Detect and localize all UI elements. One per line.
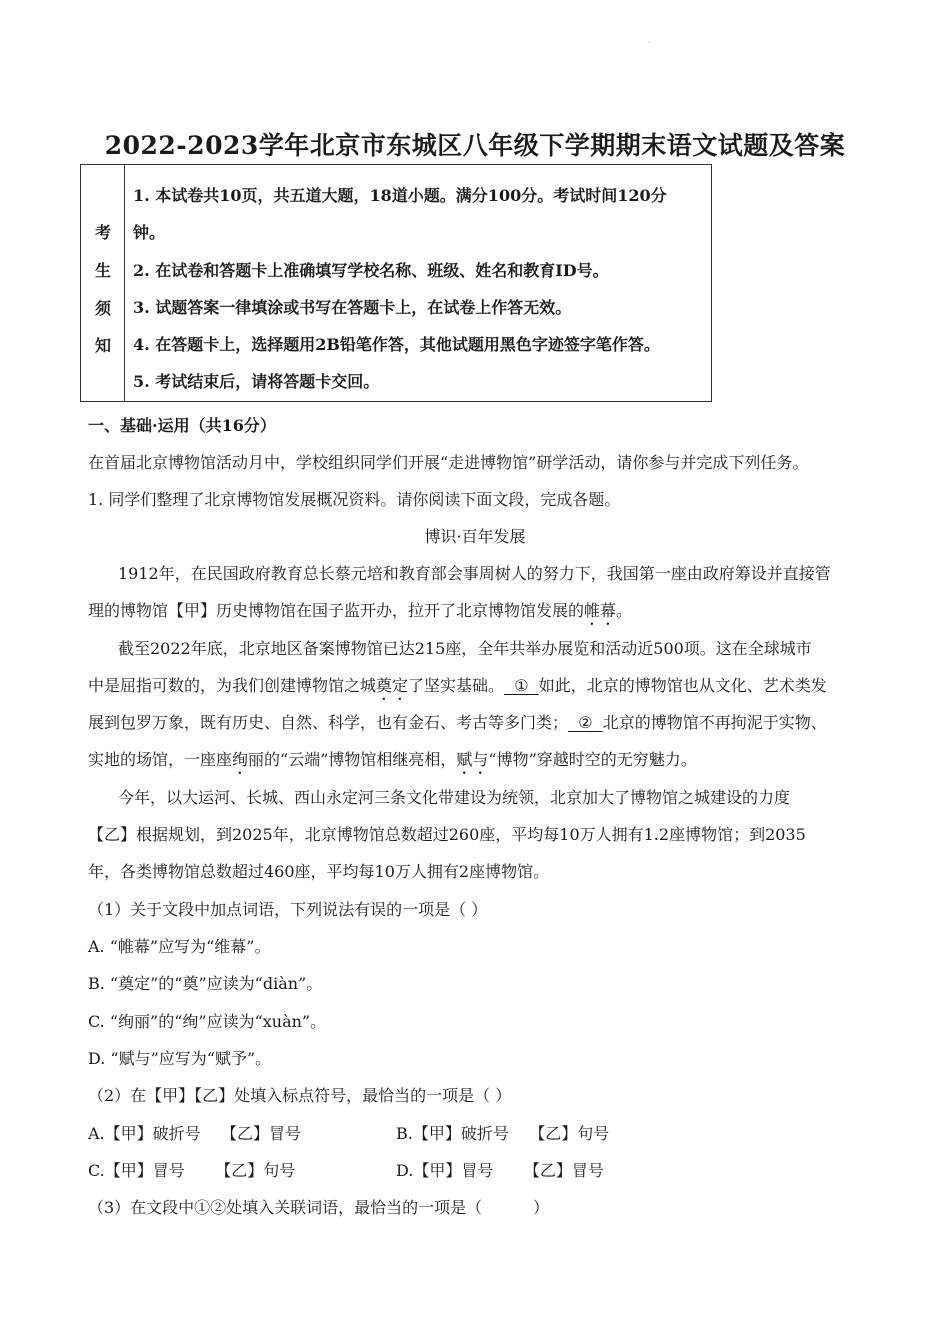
option-b: B.【甲】破折号 【乙】句号 — [396, 1124, 610, 1143]
text-run: 理的博物馆【甲】历史博物馆在国子监开办，拉开了北京博物馆发展的 — [88, 601, 585, 620]
notice-line: 3. 试题答案一律填涂或书写在答题卡上，在试卷上作答无效。 — [133, 298, 572, 317]
text-run: 丽的“云端”博物馆相继亮相， — [248, 750, 457, 769]
passage-line — [88, 598, 632, 629]
option-a: A.【甲】破折号 【乙】冒号 — [88, 1124, 301, 1143]
option-d: D.【甲】冒号 【乙】冒号 — [396, 1161, 604, 1180]
exam-notice-box — [80, 164, 712, 402]
sub-question-stem: （2）在【甲】【乙】处填入标点符号，最恰当的一项是（ ） — [88, 1086, 512, 1105]
text-run: 中是屈指可数的，为我们创建博物馆之城 — [88, 676, 377, 695]
text-run: 北京的博物馆不再拘泥于实物、 — [602, 713, 827, 732]
blank-2: ② — [568, 713, 603, 732]
notice-label-char: 知 — [94, 336, 111, 355]
question-stem: 1. 同学们整理了北京博物馆发展概况资料。请你阅读下面文段，完成各题。 — [88, 490, 621, 509]
passage-line: 年，各类博物馆总数超过460座，平均每10万人拥有2座博物馆。 — [88, 862, 550, 881]
passage-line — [88, 710, 827, 733]
passage-line — [88, 673, 827, 704]
blank-1: ① — [504, 676, 539, 695]
page-title: 2022-2023学年北京市东城区八年级下学期期末语文试题及答案 — [104, 131, 846, 160]
notice-line: 钟。 — [133, 223, 166, 242]
option-a: A. “帷幕”应写为“维幕”。 — [88, 937, 271, 956]
notice-line: 2. 在试卷和答题卡上准确填写学校名称、班级、姓名和教育ID号。 — [133, 261, 609, 280]
section-intro: 在首届北京博物馆活动月中，学校组织同学们开展“走进博物馆”研学活动，请你参与并完成下列任务。 — [88, 453, 809, 472]
emphasized-word: 奠定 — [376, 676, 409, 695]
emphasized-word: 赋与 — [456, 750, 489, 769]
text-run: 实地的场馆，一座座 — [88, 750, 233, 769]
sub-question-stem: （1）关于文段中加点词语，下列说法有误的一项是（ ） — [88, 900, 488, 919]
notice-label-char: 考 — [94, 223, 111, 242]
text-run: “博物”穿越时空的无穷魅力。 — [488, 750, 697, 769]
passage-line: 1912年，在民国政府教育总长蔡元培和教育部会事周树人的努力下，我国第一座由政府筹设并直接管 — [118, 564, 831, 583]
passage-line — [88, 747, 697, 778]
section-heading: 一、基础·运用（共16分） — [88, 416, 276, 435]
notice-label-column — [81, 165, 125, 401]
text-run: 展到包罗万象，既有历史、自然、科学，也有金石、考古等多门类； — [88, 713, 569, 732]
option-d: D. “赋与”应写为“赋予”。 — [88, 1049, 272, 1068]
passage-line: 【乙】根据规划，到2025年，北京博物馆总数超过260座，平均每10万人拥有1.2座博物馆；到2035 — [88, 825, 806, 844]
notice-line: 4. 在答题卡上，选择题用2B铅笔作答，其他试题用黑色字迹签字笔作答。 — [133, 335, 660, 354]
notice-line: 1. 本试卷共10页，共五道大题，18道小题。满分100分。考试时间120分 — [133, 186, 667, 205]
sub-question-stem: （3）在文段中①②处填入关联词语，最恰当的一项是（ ） — [88, 1198, 550, 1217]
passage-title: 博识·百年发展 — [424, 527, 526, 546]
option-b: B. “奠定”的“奠”应读为“diàn”。 — [88, 974, 323, 993]
notice-line: 5. 考试结束后，请将答题卡交回。 — [133, 372, 380, 391]
passage-line: 今年，以大运河、长城、西山永定河三条文化带建设为统领，北京加大了博物馆之城建设的力度 — [118, 788, 791, 807]
notice-label-char: 须 — [94, 299, 111, 318]
emphasized-word: 绚 — [232, 750, 249, 769]
text-run: 了坚实基础。 — [408, 676, 505, 695]
emphasized-word: 帷幕 — [584, 601, 617, 620]
header-mark: · — [648, 38, 651, 47]
passage-line: 截至2022年底，北京地区备案博物馆已达215座，全年共举办展览和活动近500项。这在全球城市 — [118, 639, 812, 658]
text-run: 如此，北京的博物馆也从文化、艺术类发 — [538, 676, 827, 695]
option-c: C. “绚丽”的“绚”应读为“xuàn”。 — [88, 1012, 327, 1031]
text-run: 。 — [616, 601, 633, 620]
notice-label-char: 生 — [94, 261, 111, 280]
option-c: C.【甲】冒号 【乙】句号 — [88, 1161, 296, 1180]
